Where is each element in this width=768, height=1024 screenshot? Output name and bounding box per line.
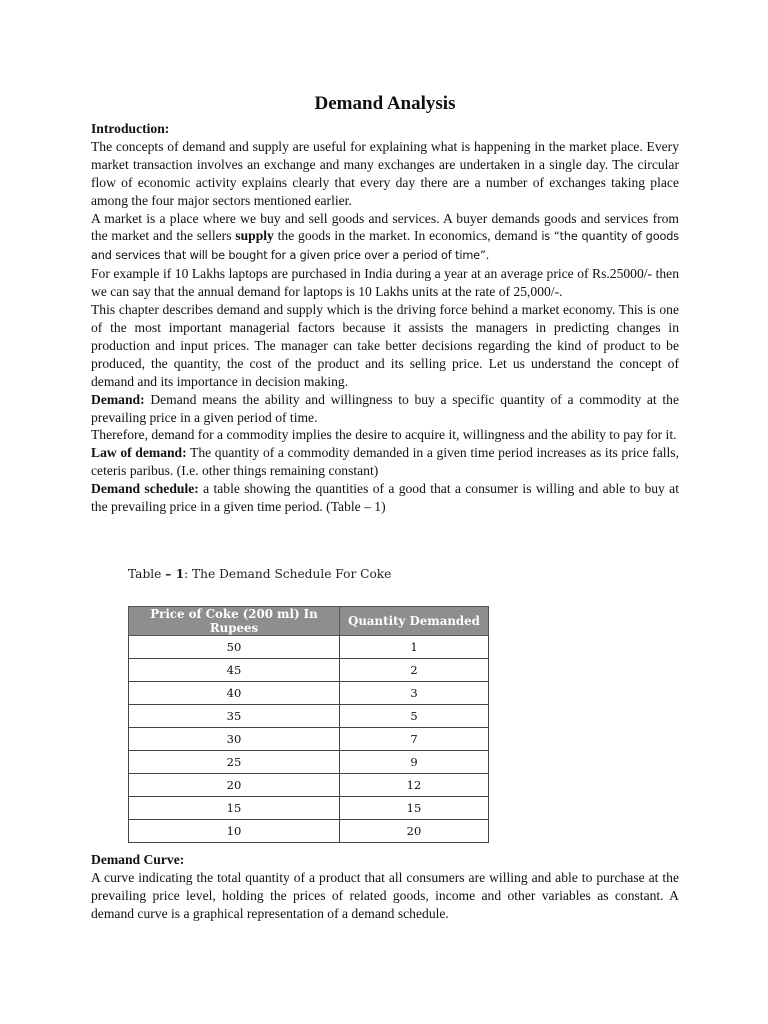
quantity-cell: 9 xyxy=(340,751,489,774)
table-row xyxy=(129,728,489,751)
table-row xyxy=(129,797,489,820)
quantity-cell: 20 xyxy=(340,820,489,843)
table-row xyxy=(129,636,489,659)
law-label: Law of demand: xyxy=(91,445,187,461)
demand-text: Demand means the ability and willingness to buy a specific quantity of a commodity at the prevailing price in a given period of time. xyxy=(91,391,679,425)
demand-curve-text: A curve indicating the total quantity of a product that all consumers are willing and able to purchase at the prevailing price level, holding the prices of related goods, income and other variables as constant. A demand curve is a graphical representation of a demand schedule. xyxy=(91,869,679,921)
law-of-demand-paragraph xyxy=(91,444,679,480)
quantity-column-header: Quantity Demanded xyxy=(340,607,489,636)
intro-heading: Introduction: xyxy=(91,121,170,136)
quantity-cell: 15 xyxy=(340,797,489,820)
table-caption xyxy=(128,567,391,581)
intro-paragraph-1: The concepts of demand and supply are useful for explaining what is happening in the market place. Every market transaction involves an exchange and many exchanges are undertaken in a single day. The circular flow of economic activity explains clearly that every day there are a number of exchanges taking place among the four major sectors mentioned earlier. xyxy=(91,138,679,208)
intro-paragraph-4: This chapter describes demand and supply which is the driving force behind a market economy. This is one of the most important managerial factors because it assists the managers in predicting changes in production and input prices. The manager can take better decisions regarding the kind of product to be produced, the quantity, the cost of the product and its selling price. Let us understand the concept of demand and its importance in decision making. xyxy=(91,302,679,389)
demand-definition: is “the quantity of goods and services that will be bought for a given price over a period of time”. xyxy=(91,230,679,263)
table-row xyxy=(129,751,489,774)
table-row xyxy=(129,682,489,705)
table-row xyxy=(129,820,489,843)
table-header-row xyxy=(129,607,489,636)
quantity-cell: 3 xyxy=(340,682,489,705)
quantity-cell: 7 xyxy=(340,728,489,751)
intro-p2-text-a: A market is a place where we buy and sell goods and services. A buyer demands goods and services from the market and the sellers xyxy=(91,210,679,244)
quantity-cell: 1 xyxy=(340,636,489,659)
demand-curve-section xyxy=(91,851,679,923)
price-cell: 50 xyxy=(129,636,340,659)
price-cell: 40 xyxy=(129,682,340,705)
price-column-header: Price of Coke (200 ml) In Rupees xyxy=(129,607,340,636)
table-row xyxy=(129,774,489,797)
intro-paragraph-3: For example if 10 Lakhs laptops are purchased in India during a year at an average price of Rs.25000/- then we can say that the annual demand for laptops is 10 Lakhs units at the rate of 25,000/-. xyxy=(91,266,679,300)
table-caption-prefix: Table xyxy=(128,567,166,581)
table-row xyxy=(129,705,489,728)
schedule-label: Demand schedule: xyxy=(91,481,199,497)
price-cell: 30 xyxy=(129,728,340,751)
demand-therefore: Therefore, demand for a commodity implies the desire to acquire it, willingness and the ability to pay for it. xyxy=(91,427,677,443)
quantity-cell: 2 xyxy=(340,659,489,682)
table-caption-number: – 1 xyxy=(165,567,185,581)
intro-paragraph-2 xyxy=(91,210,679,266)
law-text: The quantity of a commodity demanded in a given time period increases as its price falls, ceteris paribus. (I.e. other things remaining constant) xyxy=(91,445,679,479)
intro-p2-text-b: the goods in the market. In economics, demand xyxy=(273,228,542,244)
price-cell: 35 xyxy=(129,705,340,728)
schedule-text: a table showing the quantities of a good that a consumer is willing and able to buy at the prevailing price in a given time period. (Table – 1) xyxy=(91,481,679,515)
price-cell: 45 xyxy=(129,659,340,682)
page-title: Demand Analysis xyxy=(314,93,456,114)
demand-schedule-table xyxy=(128,606,489,843)
price-cell: 15 xyxy=(129,797,340,820)
demand-curve-heading: Demand Curve: xyxy=(91,852,185,867)
quantity-cell: 5 xyxy=(340,705,489,728)
demand-label: Demand: xyxy=(91,391,145,407)
price-cell: 20 xyxy=(129,774,340,797)
demand-schedule-paragraph xyxy=(91,480,679,516)
table-row xyxy=(129,659,489,682)
price-cell: 25 xyxy=(129,751,340,774)
document-body xyxy=(91,92,679,516)
quantity-cell: 12 xyxy=(340,774,489,797)
demand-paragraph xyxy=(91,391,679,427)
price-cell: 10 xyxy=(129,820,340,843)
supply-term: supply xyxy=(235,228,274,244)
table-caption-title: : The Demand Schedule For Coke xyxy=(184,567,392,581)
